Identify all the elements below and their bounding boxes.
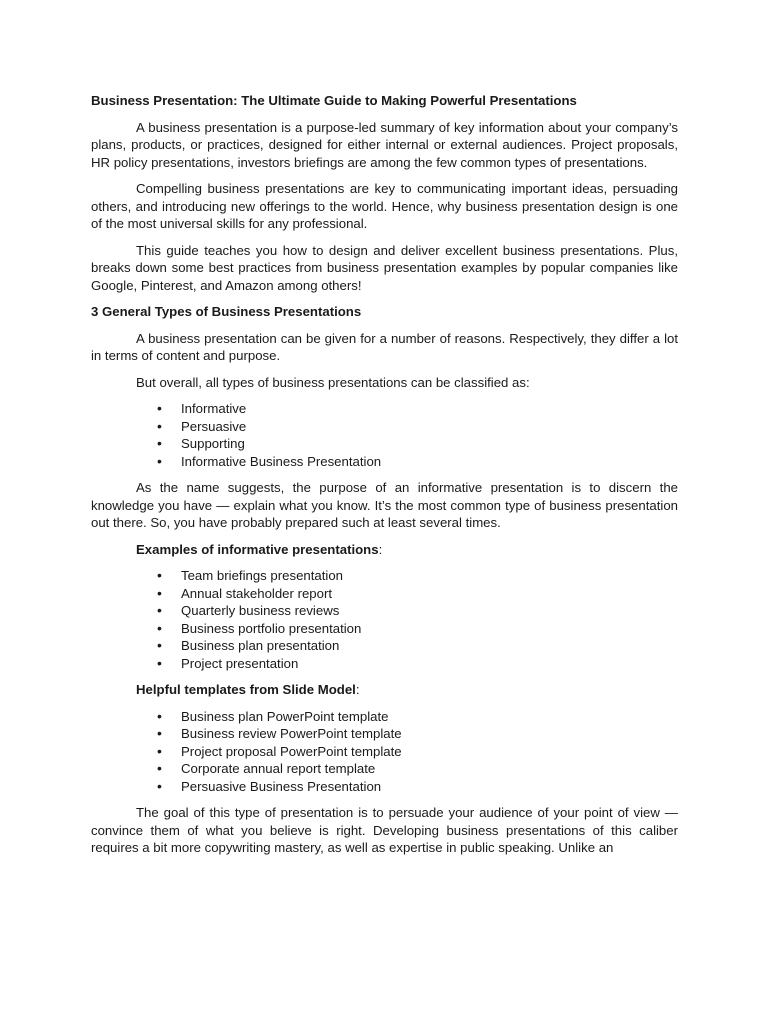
bullet-icon: •: [157, 619, 162, 636]
informative-paragraph: As the name suggests, the purpose of an informative presentation is to discern the knowledge you have — explain what you know. It’s the most common type of business presentation out there. So, you have probably prepared such at least several times.: [91, 480, 678, 530]
list-item-text: Business plan presentation: [181, 638, 340, 653]
list-item: [91, 743, 678, 761]
list-item-text: Supporting: [181, 436, 245, 451]
persuasive-paragraph: The goal of this type of presentation is to persuade your audience of your point of view — convince them of what you believe is right. Developing business presentations of this caliber requires a bit more copywriting mastery, as well as expertise in public speaking. Unlike an: [91, 805, 678, 855]
bullet-icon: •: [157, 707, 162, 724]
document-title: Business Presentation: The Ultimate Guide to Making Powerful Presentations: [91, 93, 577, 108]
section-paragraph-2: But overall, all types of business presentations can be classified as:: [136, 374, 530, 390]
bullet-icon: •: [157, 602, 162, 618]
list-item: [91, 400, 678, 418]
list-item-text: Persuasive Business Presentation: [181, 778, 382, 794]
examples-colon: :: [378, 541, 383, 557]
list-item: [91, 725, 678, 743]
list-item: [91, 453, 678, 471]
bullet-icon: •: [157, 725, 162, 741]
list-item: [91, 567, 678, 585]
list-item: [91, 778, 678, 796]
intro-paragraph-1: A business presentation is a purpose-led summary of key information about your company’s plans, products, or practices, designed for either internal or external audiences. Project proposals, HR policy presentations, investors briefings are among the few common types of presentations.: [91, 119, 678, 170]
section-paragraph-1: A business presentation can be given for a number of reasons. Respectively, they differ a lot in terms of content and purpose.: [91, 330, 678, 363]
bullet-icon: •: [157, 637, 162, 653]
templates-heading: [136, 681, 678, 699]
list-item: [91, 418, 678, 436]
list-item-text: Business review PowerPoint template: [181, 726, 402, 741]
list-item-text: Corporate annual report template: [181, 761, 376, 776]
list-item-text: Project presentation: [181, 655, 299, 671]
bullet-icon: •: [157, 567, 162, 583]
list-item: [91, 620, 678, 638]
list-item-text: Informative: [181, 401, 247, 416]
bullet-icon: •: [157, 435, 162, 451]
types-list: [91, 400, 678, 470]
bullet-icon: •: [157, 417, 162, 434]
list-item-text: Team briefings presentation: [181, 568, 344, 583]
bullet-icon: •: [157, 777, 162, 794]
list-item-text: Informative Business Presentation: [181, 453, 382, 469]
list-item-text: Business portfolio presentation: [181, 620, 362, 636]
list-item-text: Quarterly business reviews: [181, 603, 340, 618]
section-heading: 3 General Types of Business Presentations: [91, 304, 362, 319]
bullet-icon: •: [157, 760, 162, 776]
list-item-text: Persuasive: [181, 418, 247, 434]
list-item: [91, 708, 678, 726]
list-item-text: Project proposal PowerPoint template: [181, 743, 402, 759]
bullet-icon: •: [157, 452, 162, 469]
list-item: [91, 655, 678, 673]
bullet-icon: •: [157, 654, 162, 671]
examples-list: [91, 567, 678, 672]
bullet-icon: •: [157, 400, 162, 416]
templates-label: Helpful templates from Slide Model: [136, 682, 356, 697]
templates-colon: :: [355, 682, 360, 697]
list-item-text: Business plan PowerPoint template: [181, 708, 389, 724]
list-item: [91, 637, 678, 655]
list-item: [91, 760, 678, 778]
list-item: [91, 585, 678, 603]
list-item: [91, 435, 678, 453]
intro-paragraph-3: This guide teaches you how to design and deliver excellent business presentations. Plus, breaks down some best practices from business presentation examples by popular companies like Google, Pinterest, and Amazon among others!: [91, 242, 678, 293]
bullet-icon: •: [157, 584, 162, 601]
bullet-icon: •: [157, 742, 162, 759]
list-item: [91, 602, 678, 620]
templates-list: [91, 708, 678, 796]
list-item-text: Annual stakeholder report: [181, 585, 333, 601]
examples-label: Examples of informative presentations: [136, 541, 379, 557]
examples-heading: [136, 541, 678, 559]
intro-paragraph-2: Compelling business presentations are key to communicating important ideas, persuading others, and introducing new offerings to the world. Hence, why business presentation design is one of the most universal skills for any professional.: [91, 181, 678, 231]
